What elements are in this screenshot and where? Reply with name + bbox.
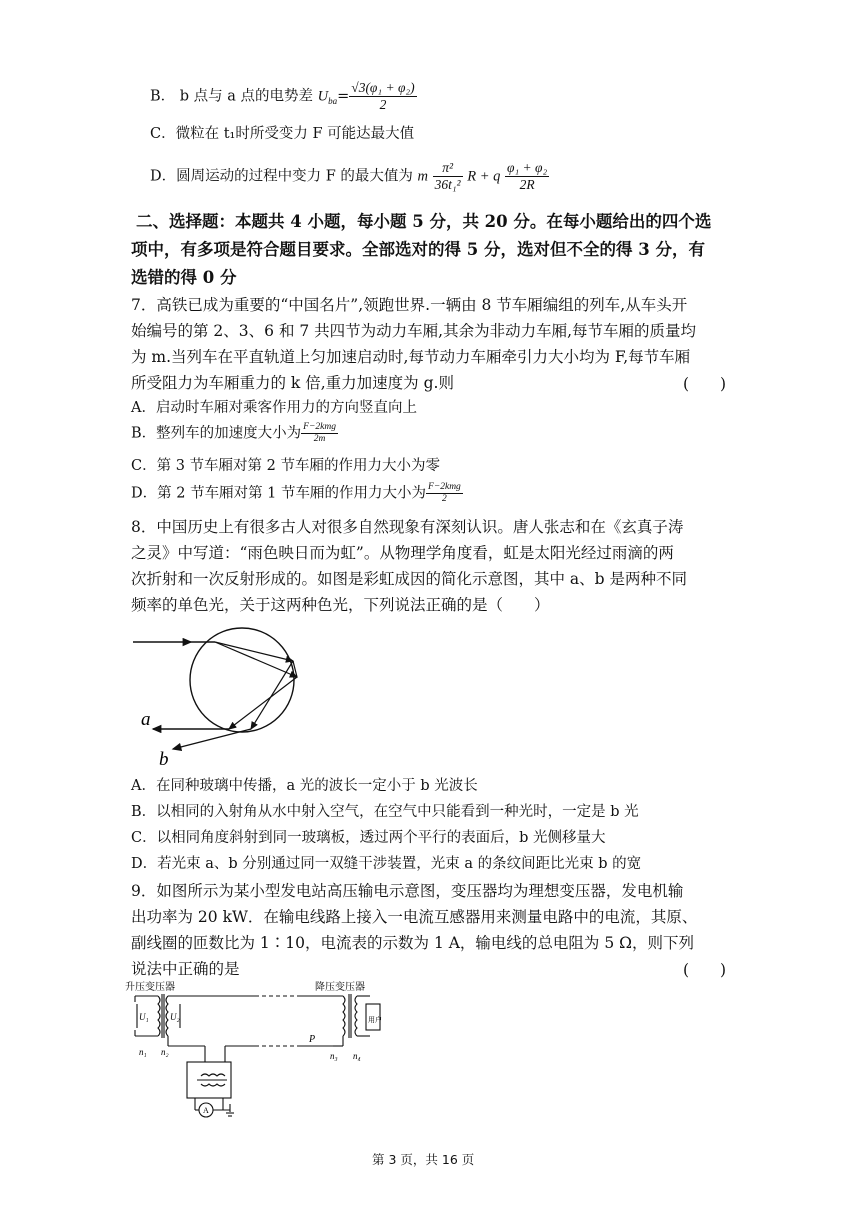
option-d-text: D．圆周运动的过程中变力 F 的最大值为 (150, 168, 413, 185)
q8-line-3: 次折射和一次反射形成的。如图是彩虹成因的简化示意图，其中 a、b 是两种不同 (131, 570, 688, 588)
n3-label: n₃ (330, 1051, 338, 1061)
n4-label: n₄ (353, 1051, 361, 1061)
transmission-diagram (125, 980, 390, 1128)
q7-line-4: 所受阻力为车厢重力的 k 倍,重力加速度为 g.则 (131, 374, 454, 392)
p-label: P (309, 1034, 316, 1045)
q7-b-den: 2m (313, 434, 326, 444)
q7-option-d (131, 482, 463, 505)
option-d (150, 160, 549, 193)
reflected-ray-a (229, 677, 297, 729)
section-2-heading-line-2: 项中，有多项是符合题目要求。全部选对的得 5 分，选对但不全的得 3 分，有 (131, 240, 705, 259)
q9-line-4: 说法中正确的是 (131, 960, 240, 978)
q7-answer-paren: ( ) (683, 375, 727, 393)
q8-line-1: 8．中国历史上有很多古人对很多自然现象有深刻认识。唐人张志和在《玄真子涛 (131, 518, 684, 536)
option-d-mid: R + q (467, 168, 501, 185)
q9-line-2: 出功率为 20 kW．在输电线路上接入一电流互感器用来测量电路中的电流，其原、 (131, 908, 698, 926)
step-up-secondary-coil (166, 996, 168, 1036)
option-b: B． b 点与 a 点的电势差 $U_{ba}=$ $\frac{\text{√3(φ₁ + φ₂)}}{2}$ (150, 80, 415, 112)
step-up-primary-coil (158, 996, 160, 1036)
q7-option-b-text: B．整列车的加速度大小为 (131, 425, 302, 442)
reflected-ray-b (251, 661, 293, 729)
n2-label: n₂ (161, 1047, 169, 1057)
potential-diff-subscript: ba (328, 96, 338, 107)
option-b-fraction (349, 80, 416, 113)
option-d-frac1-num: π² (433, 160, 463, 177)
option-c (150, 124, 414, 144)
ammeter-label: A (203, 1106, 209, 1115)
option-d-fraction-1 (433, 160, 463, 193)
q8-option-c: C．以相同角度斜射到同一玻璃板，透过两个平行的表面后，b 光侧移量大 (131, 830, 606, 846)
step-up-label: 升压变压器 (125, 982, 175, 993)
option-b-denominator: 2 (379, 97, 387, 112)
option-d-fraction-2 (505, 160, 549, 193)
section-2-heading-line-1: 二、选择题：本题共 4 小题，每小题 5 分，共 20 分。在每小题给出的四个选 (136, 212, 712, 231)
q7-line-1: 7．高铁已成为重要的“中国名片”,领跑世界.一辆由 8 节车厢编组的列车,从车头开 (131, 296, 688, 314)
option-d-m: m (417, 168, 428, 185)
q7-d-num: F−2kmg (428, 482, 461, 492)
q8-option-b: B．以相同的入射角从水中射入空气，在空气中只能看到一种光时，一定是 b 光 (131, 804, 639, 820)
exit-ray-b (173, 729, 251, 749)
page-footer: 第 3 页，共 16 页 (372, 1152, 475, 1167)
q7-option-d-text: D．第 2 节车厢对第 1 节车厢的作用力大小为 (131, 485, 427, 502)
q8-option-d: D．若光束 a、b 分别通过同一双缝干涉装置，光束 a 的条纹间距比光束 b 的宽 (131, 856, 642, 872)
q7-option-b-fraction (301, 422, 338, 445)
q7-d-den: 2 (442, 494, 447, 504)
ray-label-b: b (159, 749, 169, 770)
q9-line-3: 副线圈的匝数比为 1∶10，电流表的示数为 1 A，输电线的总电阻为 5 Ω，则下列 (131, 934, 694, 952)
step-down-primary-coil (343, 996, 345, 1036)
q7-option-a: A．启动时车厢对乘客作用力的方向竖直向上 (131, 400, 417, 416)
q7-b-num: F−2kmg (303, 422, 336, 432)
q7-option-c: C．第 3 节车厢对第 2 节车厢的作用力大小为零 (131, 458, 440, 474)
step-down-label: 降压变压器 (315, 982, 365, 993)
section-2-heading-line-3: 选错的得 0 分 (131, 268, 237, 287)
n1-label: n₁ (139, 1047, 147, 1057)
q8-option-a: A．在同种玻璃中传播，a 光的波长一定小于 b 光波长 (131, 778, 478, 794)
option-b-numerator: √3(φ₁ + φ₂) (351, 80, 415, 95)
q8-line-2: 之灵》中写道：“雨色映日而为虹”。从物理学角度看，虹是太阳光经过雨滴的两 (131, 544, 674, 562)
q9-line-1: 9．如图所示为某小型发电站高压输电示意图，变压器均为理想变压器，发电机输 (131, 882, 684, 900)
potential-diff-symbol: U (317, 88, 329, 105)
u1-label: U₁ (139, 1012, 149, 1022)
q7-option-b (131, 422, 338, 445)
q7-option-d-fraction (426, 482, 463, 505)
q7-line-2: 始编号的第 2、3、6 和 7 共四节为动力车厢,其余为非动力车厢,每节车厢的质量均 (131, 322, 697, 340)
user-label: 用户 (368, 1016, 382, 1024)
option-d-frac2-num: φ₁ + φ₂ (506, 160, 548, 175)
q7-line-3: 为 m.当列车在平直轨道上匀加速启动时,每节动力车厢牵引力大小均为 F,每节车厢 (131, 348, 691, 366)
step-down-secondary-coil (355, 996, 357, 1036)
option-c-text: C．微粒在 t₁时所受变力 F 可能达最大值 (150, 126, 415, 142)
option-b-prefix: B． (150, 88, 176, 105)
u2-label: U₂ (170, 1012, 180, 1022)
q9-answer-paren: ( ) (683, 961, 727, 979)
option-d-frac1-den: 36t₁² (434, 177, 461, 192)
ray-label-a: a (141, 709, 151, 730)
option-d-frac2-den: 2R (519, 177, 535, 192)
q8-line-4: 频率的单色光，关于这两种色光，下列说法正确的是（ ） (131, 596, 550, 614)
rainbow-diagram (125, 625, 325, 770)
raindrop-circle (190, 628, 294, 732)
option-b-text: b 点与 a 点的电势差 (179, 88, 314, 105)
